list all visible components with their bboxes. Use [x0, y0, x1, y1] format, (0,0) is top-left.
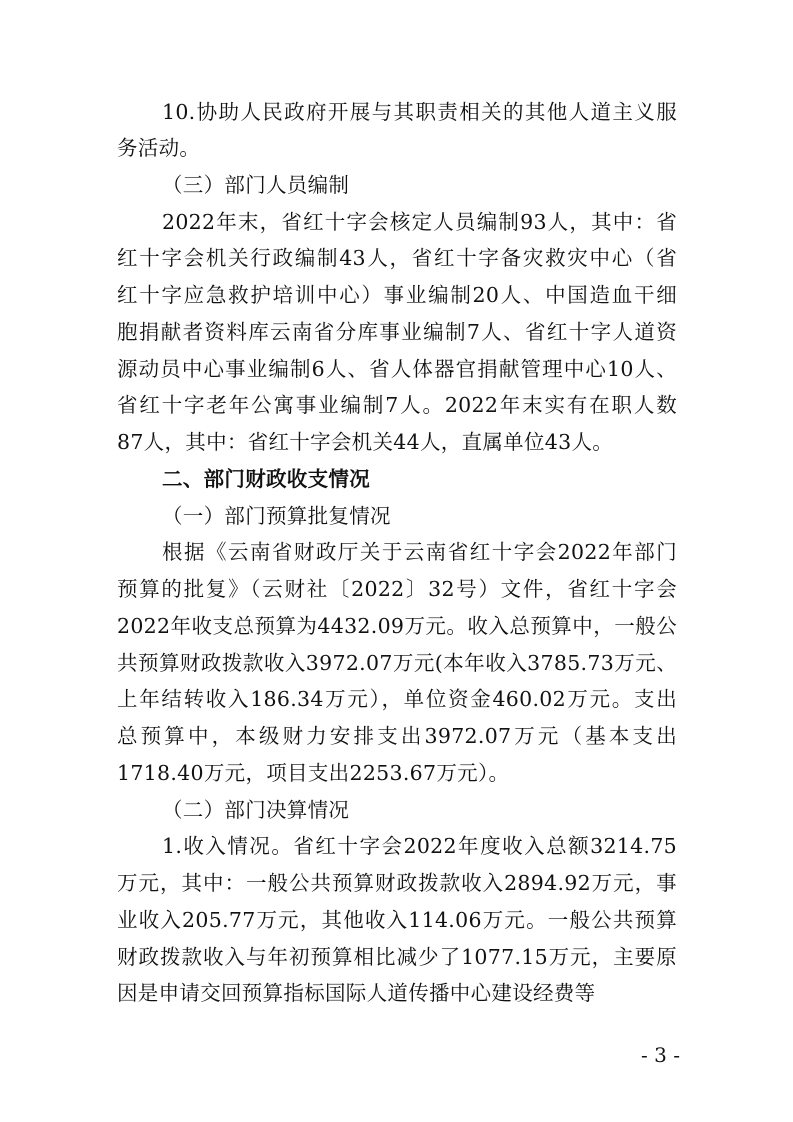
- paragraph-line: 财政拨款收入与年初预算相比减少了1077.15万元，主要原: [117, 945, 677, 969]
- paragraph-line: 预算的批复》（云财社〔2022〕32号）文件，省红十字会: [117, 577, 677, 601]
- page-number: - 3 -: [641, 1043, 680, 1067]
- paragraph-line: 总预算中，本级财力安排支出3972.07万元（基本支出: [117, 724, 677, 748]
- paragraph-line: 业收入205.77万元，其他收入114.06万元。一般公共预算: [117, 908, 677, 932]
- section-heading: （二）部门决算情况: [162, 798, 350, 822]
- paragraph-line: 1.收入情况。省红十字会2022年度收入总额3214.75: [162, 834, 677, 858]
- paragraph-line: 因是申请交回预算指标国际人道传播中心建设经费等: [117, 981, 596, 1005]
- paragraph-line: 万元，其中：一般公共预算财政拨款收入2894.92万元，事: [117, 871, 677, 895]
- paragraph-line: 1718.40万元，项目支出2253.67万元）。: [117, 761, 510, 785]
- paragraph-line: 共预算财政拨款收入3972.07万元(本年收入3785.73万元、: [117, 651, 677, 675]
- paragraph-line: 87人，其中：省红十字会机关44人，直属单位43人。: [117, 430, 614, 454]
- paragraph-line: 10.协助人民政府开展与其职责相关的其他人道主义服: [162, 100, 677, 124]
- paragraph-line: 上年结转收入186.34万元），单位资金460.02万元。支出: [117, 687, 677, 711]
- paragraph-line: 胞捐献者资料库云南省分库事业编制7人、省红十字人道资: [117, 320, 677, 344]
- paragraph-line: 根据《云南省财政厅关于云南省红十字会2022年部门: [162, 540, 677, 564]
- paragraph-line: 2022年末，省红十字会核定人员编制93人，其中：省: [162, 210, 677, 234]
- paragraph-line: 务活动。: [117, 136, 201, 160]
- paragraph-line: 省红十字老年公寓事业编制7人。2022年末实有在职人数: [117, 393, 677, 417]
- paragraph-line: 红十字应急救护培训中心）事业编制20人、中国造血干细: [117, 283, 677, 307]
- chapter-heading: 二、部门财政收支情况: [162, 467, 370, 491]
- section-heading: （一）部门预算批复情况: [162, 504, 391, 528]
- paragraph-line: 红十字会机关行政编制43人，省红十字备灾救灾中心（省: [117, 246, 677, 270]
- paragraph-line: 2022年收支总预算为4432.09万元。收入总预算中，一般公: [117, 614, 677, 638]
- paragraph-line: 源动员中心事业编制6人、省人体器官捐献管理中心10人、: [117, 357, 677, 381]
- section-heading: （三）部门人员编制: [162, 173, 350, 197]
